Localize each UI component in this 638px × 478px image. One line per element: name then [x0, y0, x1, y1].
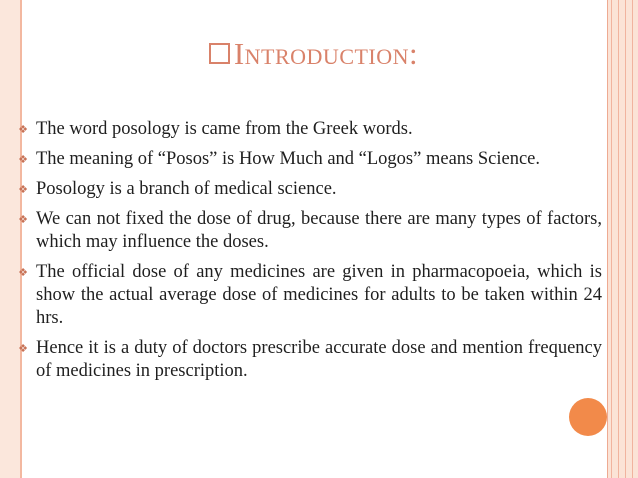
- checkbox-bullet-icon: [209, 43, 230, 64]
- slide-content: [18, 0, 605, 478]
- diamond-bullet-icon: ❖: [18, 183, 28, 196]
- slide-title: [22, 36, 605, 72]
- bullet-text: Posology is a branch of medical science.: [36, 179, 337, 199]
- orange-circle-decoration: [569, 398, 607, 436]
- bullet-text: The word posology is came from the Greek words.: [36, 119, 413, 139]
- list-item: [18, 178, 605, 201]
- bullet-list: [18, 118, 605, 390]
- list-item: [18, 261, 605, 330]
- diamond-bullet-icon: ❖: [18, 266, 28, 279]
- bullet-text: We can not fixed the dose of drug, because there are many types of factors, which may influence the doses.: [36, 209, 602, 252]
- list-item: [18, 208, 605, 254]
- right-striped-border-decoration: [607, 0, 638, 478]
- slide-title-text: Introduction:: [233, 36, 419, 71]
- list-item: [18, 118, 605, 141]
- diamond-bullet-icon: ❖: [18, 153, 28, 166]
- left-border-decoration: [0, 0, 22, 478]
- bullet-text: Hence it is a duty of doctors prescribe accurate dose and mention frequency of medicines in prescription.: [36, 338, 602, 381]
- list-item: [18, 148, 605, 171]
- diamond-bullet-icon: ❖: [18, 213, 28, 226]
- list-item: [18, 337, 605, 383]
- diamond-bullet-icon: ❖: [18, 342, 28, 355]
- bullet-text: The meaning of “Posos” is How Much and “Logos” means Science.: [36, 149, 540, 169]
- diamond-bullet-icon: ❖: [18, 123, 28, 136]
- bullet-text: The official dose of any medicines are given in pharmacopoeia, which is show the actual average dose of medicines for adults to be taken within 24 hrs.: [36, 262, 602, 328]
